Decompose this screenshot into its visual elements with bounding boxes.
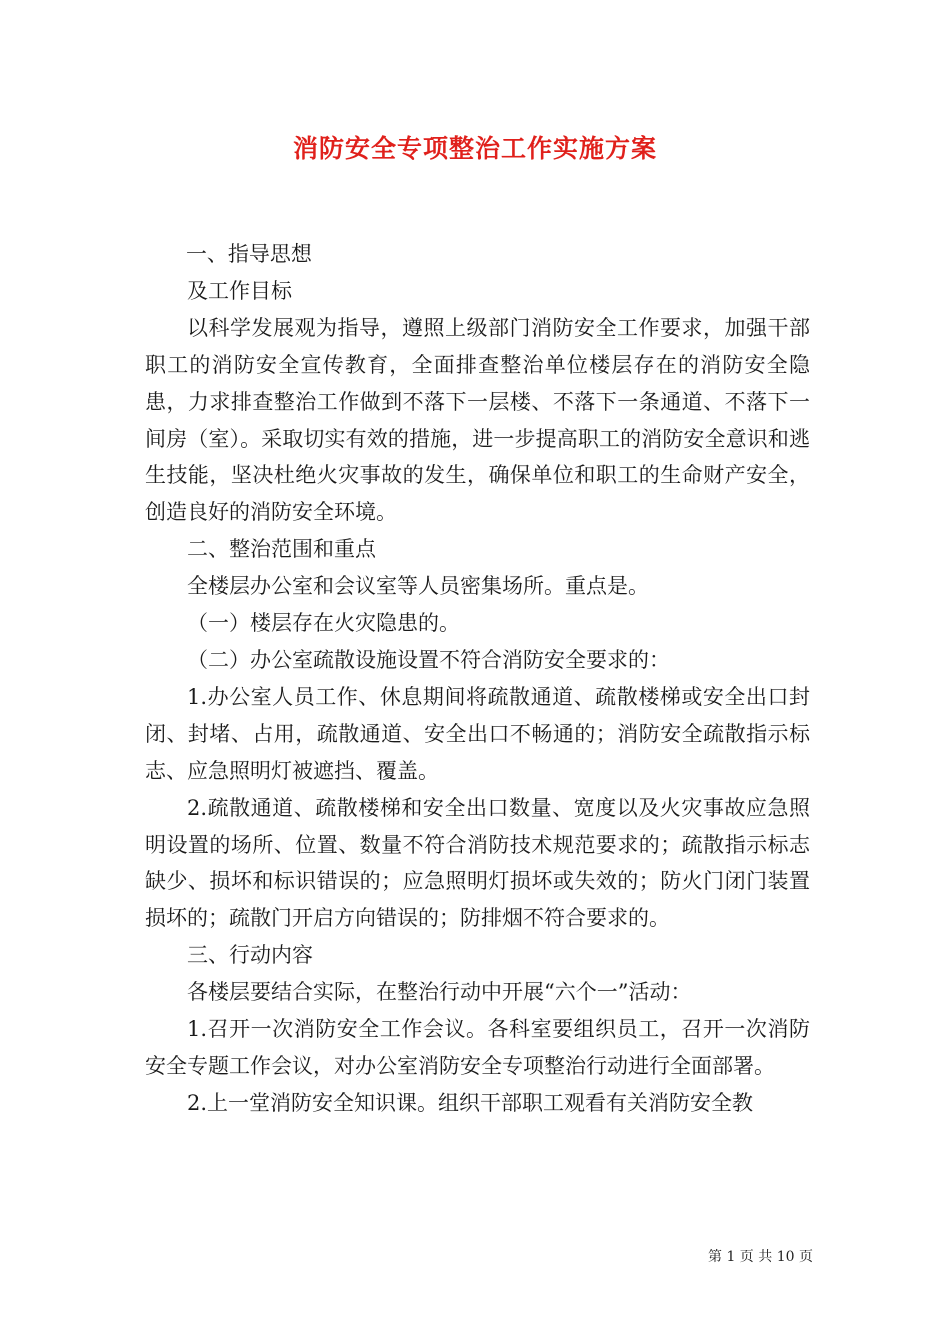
section-heading-scope: 二、整治范围和重点 (187, 537, 376, 562)
section-heading-guiding-thought: 一、指导思想 (185, 242, 312, 266)
paragraph-actions-intro: 各楼层要结合实际，在整治行动中开展“六个一”活动： (187, 980, 692, 1005)
paragraph-scope-item-2: （二）办公室疏散设施设置不符合消防安全要求的： (187, 647, 670, 672)
paragraph-scope: 全楼层办公室和会议室等人员密集场所。重点是。 (187, 574, 649, 599)
paragraph-scope-item-1: （一）楼层存在火灾隐患的。 (187, 611, 460, 636)
paragraph-action-1: 1.召开一次消防安全工作会议。各科室要组织员工，召开一次消防安全专题工作会议，对办公室消防安全专项整治行动进行全面部署。 (145, 1017, 810, 1078)
paragraph-evacuation-item-2: 2.疏散通道、疏散楼梯和安全出口数量、宽度以及火灾事故应急照明设置的场所、位置、数量不符合消防技术规范要求的；疏散指示标志缺少、损坏和标识错误的；应急照明灯损坏或失效的；防火门闭门装置损坏的；疏散门开启方向错误的；防排烟不符合要求的。 (145, 795, 810, 931)
paragraph-evacuation-item-1: 1.办公室人员工作、休息期间将疏散通道、疏散楼梯或安全出口封闭、封堵、占用，疏散通道、安全出口不畅通的；消防安全疏散指示标志、应急照明灯被遮挡、覆盖。 (145, 684, 810, 783)
section-heading-actions: 三、行动内容 (187, 943, 313, 968)
paragraph-action-2: 2.上一堂消防安全知识课。组织干部职工观看有关消防安全教 (187, 1090, 754, 1115)
document-body (145, 236, 810, 1122)
paragraph-work-goal: 及工作目标 (187, 278, 292, 303)
document-title: 消防安全专项整治工作实施方案 (292, 134, 657, 163)
paragraph-guiding-content: 以科学发展观为指导，遵照上级部门消防安全工作要求，加强干部职工的消防安全宣传教育，全面排查整治单位楼层存在的消防安全隐患，力求排查整治工作做到不落下一层楼、不落下一条通道、不落下一间房（室）。采取切实有效的措施，进一步提高职工的消防安全意识和逃生技能，坚决杜绝火灾事故的发生，确保单位和职工的生命财产安全，创造良好的消防安全环境。 (145, 315, 810, 525)
page-number-footer: 第 1 页 共 10 页 (708, 1249, 813, 1265)
